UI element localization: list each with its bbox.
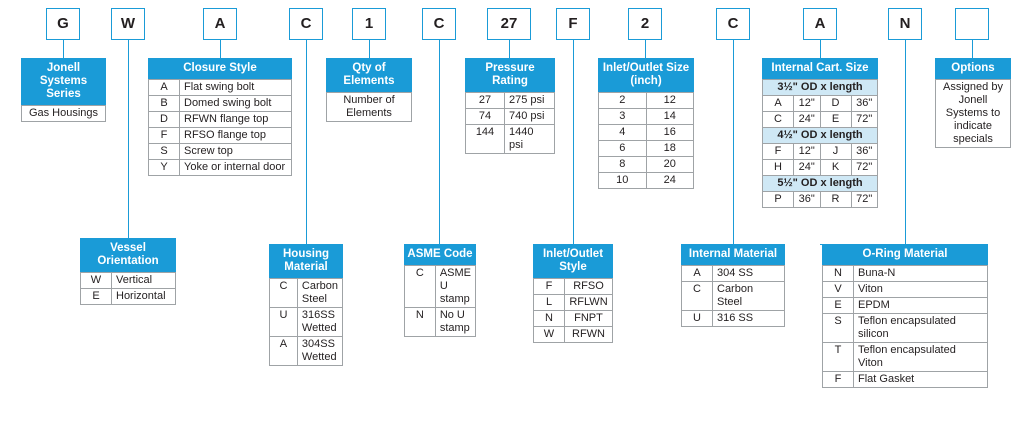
inlet-size-a: 3	[599, 109, 647, 125]
closure-code: A	[149, 80, 180, 96]
panel-series-table	[21, 105, 106, 122]
table-row	[763, 192, 878, 208]
panel-pressure-table	[465, 92, 555, 154]
cartridge-len: 72"	[851, 112, 878, 128]
closure-desc: Screw top	[180, 144, 292, 160]
table-row	[149, 128, 292, 144]
code-box-housing-material[interactable]: C	[289, 8, 323, 40]
table-row	[599, 109, 694, 125]
cartridge-len: 36"	[794, 192, 821, 208]
oring-desc: EPDM	[854, 298, 988, 314]
panel-cartridge-table	[762, 79, 878, 208]
housing-code: A	[270, 337, 298, 366]
closure-desc: Domed swing bolt	[180, 96, 292, 112]
oring-desc: Viton	[854, 282, 988, 298]
internal-code: A	[682, 266, 713, 282]
table-row	[81, 273, 176, 289]
closure-desc: Flat swing bolt	[180, 80, 292, 96]
inlet-style-code: W	[534, 327, 565, 343]
table-row	[149, 112, 292, 128]
panel-options-table	[935, 79, 1011, 148]
cartridge-code: E	[820, 112, 851, 128]
oring-code: E	[823, 298, 854, 314]
table-row	[763, 112, 878, 128]
table-row	[149, 80, 292, 96]
table-row	[823, 266, 988, 282]
table-row	[599, 93, 694, 109]
cartridge-code: K	[820, 160, 851, 176]
panel-internal-material	[681, 244, 785, 327]
code-box-internal-material[interactable]: C	[716, 8, 750, 40]
cartridge-code: C	[763, 112, 794, 128]
table-row	[270, 279, 343, 308]
connector-series	[63, 40, 64, 58]
closure-desc: RFSO flange top	[180, 128, 292, 144]
table-row	[327, 93, 412, 122]
cartridge-len: 72"	[851, 192, 878, 208]
closure-code: F	[149, 128, 180, 144]
inlet-style-code: F	[534, 279, 565, 295]
cartridge-len: 36"	[851, 96, 878, 112]
asme-desc: No U stamp	[435, 308, 475, 337]
cartridge-len: 36"	[851, 144, 878, 160]
housing-desc: 304SS Wetted	[297, 337, 342, 366]
internal-desc: Carbon Steel	[713, 282, 785, 311]
panel-options-title: Options	[935, 58, 1011, 79]
inlet-size-b: 14	[646, 109, 694, 125]
panel-options	[935, 58, 1011, 148]
cartridge-len: 12"	[794, 96, 821, 112]
connector-inlet-style	[573, 40, 574, 244]
code-box-cartridge[interactable]: A	[803, 8, 837, 40]
table-row	[149, 144, 292, 160]
table-row	[466, 93, 555, 109]
pressure-code: 27	[466, 93, 505, 109]
cartridge-group-label: 4½" OD x length	[763, 128, 878, 144]
panel-series-title: Jonell Systems Series	[21, 58, 106, 105]
panel-inlet-size	[598, 58, 694, 189]
code-box-series[interactable]: G	[46, 8, 80, 40]
code-box-vessel[interactable]: W	[111, 8, 145, 40]
internal-desc: 304 SS	[713, 266, 785, 282]
panel-oring-title: O-Ring Material	[822, 244, 988, 265]
vessel-code: W	[81, 273, 112, 289]
cartridge-code: P	[763, 192, 794, 208]
connector-closure	[220, 40, 221, 58]
connector-inlet-size	[645, 40, 646, 58]
inlet-style-desc: RFWN	[565, 327, 613, 343]
panel-asme-title: ASME Code	[404, 244, 476, 265]
table-row	[81, 289, 176, 305]
table-row	[149, 160, 292, 176]
oring-code: T	[823, 343, 854, 372]
code-box-inlet-style[interactable]: F	[556, 8, 590, 40]
code-box-asme[interactable]: C	[422, 8, 456, 40]
table-row	[823, 282, 988, 298]
table-row	[534, 327, 613, 343]
pressure-code: 74	[466, 109, 505, 125]
asme-code: N	[405, 308, 436, 337]
cartridge-code: F	[763, 144, 794, 160]
panel-asme	[404, 244, 476, 337]
panel-qty-table	[326, 92, 412, 122]
inlet-size-b: 24	[646, 173, 694, 189]
inlet-style-desc: RFSO	[565, 279, 613, 295]
oring-desc: Teflon encapsulated silicon	[854, 314, 988, 343]
table-row	[149, 96, 292, 112]
table-row	[466, 109, 555, 125]
table-row	[823, 343, 988, 372]
table-row	[405, 308, 476, 337]
panel-closure-table	[148, 79, 292, 176]
pressure-desc: 1440 psi	[505, 125, 555, 154]
panel-qty	[326, 58, 412, 122]
cartridge-code: D	[820, 96, 851, 112]
inlet-style-code: L	[534, 295, 565, 311]
inlet-style-desc: RFLWN	[565, 295, 613, 311]
series-value: Gas Housings	[22, 106, 106, 122]
housing-desc: Carbon Steel	[297, 279, 342, 308]
vessel-desc: Horizontal	[112, 289, 176, 305]
panel-cartridge-title: Internal Cart. Size	[762, 58, 878, 79]
panel-vessel-table	[80, 272, 176, 305]
panel-housing-material-title: Housing Material	[269, 244, 343, 278]
panel-inlet-style-table	[533, 278, 613, 343]
panel-vessel	[80, 238, 176, 305]
internal-code: U	[682, 311, 713, 327]
connector-vessel	[128, 40, 129, 238]
oring-desc: Teflon encapsulated Viton	[854, 343, 988, 372]
table-row	[534, 279, 613, 295]
inlet-size-a: 10	[599, 173, 647, 189]
table-row	[763, 80, 878, 96]
closure-code: B	[149, 96, 180, 112]
oring-desc: Flat Gasket	[854, 372, 988, 388]
options-desc: Assigned by Jonell Systems to indicate specials	[936, 80, 1011, 148]
table-row	[599, 173, 694, 189]
table-row	[599, 125, 694, 141]
panel-internal-material-title: Internal Material	[681, 244, 785, 265]
panel-internal-material-table	[681, 265, 785, 327]
cartridge-code: R	[820, 192, 851, 208]
panel-pressure	[465, 58, 555, 154]
housing-code: U	[270, 308, 298, 337]
oring-code: N	[823, 266, 854, 282]
closure-code: D	[149, 112, 180, 128]
table-row	[682, 282, 785, 311]
cartridge-group-label: 3½" OD x length	[763, 80, 878, 96]
panel-qty-title: Qty of Elements	[326, 58, 412, 92]
connector-internal-material	[733, 40, 734, 244]
panel-inlet-style-title: Inlet/Outlet Style	[533, 244, 613, 278]
table-row	[823, 314, 988, 343]
closure-code: Y	[149, 160, 180, 176]
oring-desc: Buna-N	[854, 266, 988, 282]
connector-oring	[905, 40, 906, 244]
panel-series	[21, 58, 106, 122]
code-box-oring[interactable]: N	[888, 8, 922, 40]
panel-oring-table	[822, 265, 988, 388]
oring-code: F	[823, 372, 854, 388]
oring-code: S	[823, 314, 854, 343]
closure-desc: Yoke or internal door	[180, 160, 292, 176]
inlet-style-desc: FNPT	[565, 311, 613, 327]
code-box-inlet-size[interactable]: 2	[628, 8, 662, 40]
table-row	[763, 128, 878, 144]
table-row	[599, 157, 694, 173]
internal-desc: 316 SS	[713, 311, 785, 327]
table-row	[22, 106, 106, 122]
panel-closure	[148, 58, 292, 176]
inlet-size-a: 2	[599, 93, 647, 109]
panel-closure-title: Closure Style	[148, 58, 292, 79]
pressure-code: 144	[466, 125, 505, 154]
pressure-desc: 740 psi	[505, 109, 555, 125]
cartridge-len: 24"	[794, 112, 821, 128]
panel-vessel-title: Vessel Orientation	[80, 238, 176, 272]
internal-code: C	[682, 282, 713, 311]
panel-inlet-style	[533, 244, 613, 343]
inlet-size-b: 16	[646, 125, 694, 141]
closure-desc: RFWN flange top	[180, 112, 292, 128]
table-row	[270, 337, 343, 366]
table-row	[599, 141, 694, 157]
vessel-desc: Vertical	[112, 273, 176, 289]
asme-desc: ASME U stamp	[435, 266, 475, 308]
connector-pressure	[509, 40, 510, 58]
table-row	[534, 295, 613, 311]
cartridge-code: A	[763, 96, 794, 112]
housing-desc: 316SS Wetted	[297, 308, 342, 337]
table-row	[466, 125, 555, 154]
table-row	[936, 80, 1011, 148]
panel-housing-material	[269, 244, 343, 366]
table-row	[270, 308, 343, 337]
cartridge-len: 12"	[794, 144, 821, 160]
cartridge-group-label: 5½" OD x length	[763, 176, 878, 192]
cartridge-code: J	[820, 144, 851, 160]
code-box-qty[interactable]: 1	[352, 8, 386, 40]
panel-cartridge	[762, 58, 878, 208]
panel-oring	[822, 244, 988, 388]
qty-desc: Number of Elements	[327, 93, 412, 122]
code-box-closure[interactable]: A	[203, 8, 237, 40]
table-row	[823, 298, 988, 314]
inlet-size-a: 4	[599, 125, 647, 141]
table-row	[823, 372, 988, 388]
panel-inlet-size-table	[598, 92, 694, 189]
inlet-style-code: N	[534, 311, 565, 327]
code-box-pressure[interactable]: 27	[487, 8, 531, 40]
panel-inlet-size-title: Inlet/Outlet Size (inch)	[598, 58, 694, 92]
inlet-size-a: 8	[599, 157, 647, 173]
asme-code: C	[405, 266, 436, 308]
connector-asme	[439, 40, 440, 244]
vessel-code: E	[81, 289, 112, 305]
housing-code: C	[270, 279, 298, 308]
closure-code: S	[149, 144, 180, 160]
cartridge-len: 24"	[794, 160, 821, 176]
code-box-options[interactable]	[955, 8, 989, 40]
table-row	[763, 160, 878, 176]
table-row	[405, 266, 476, 308]
cartridge-code: H	[763, 160, 794, 176]
pressure-desc: 275 psi	[505, 93, 555, 109]
connector-qty	[369, 40, 370, 58]
oring-code: V	[823, 282, 854, 298]
panel-housing-material-table	[269, 278, 343, 366]
inlet-size-a: 6	[599, 141, 647, 157]
inlet-size-b: 12	[646, 93, 694, 109]
table-row	[682, 266, 785, 282]
table-row	[763, 176, 878, 192]
connector-housing-material	[306, 40, 307, 244]
cartridge-len: 72"	[851, 160, 878, 176]
inlet-size-b: 20	[646, 157, 694, 173]
table-row	[763, 96, 878, 112]
panel-asme-table	[404, 265, 476, 337]
table-row	[763, 144, 878, 160]
table-row	[682, 311, 785, 327]
connector-cartridge	[820, 40, 821, 58]
inlet-size-b: 18	[646, 141, 694, 157]
panel-pressure-title: Pressure Rating	[465, 58, 555, 92]
connector-options	[972, 40, 973, 58]
table-row	[534, 311, 613, 327]
